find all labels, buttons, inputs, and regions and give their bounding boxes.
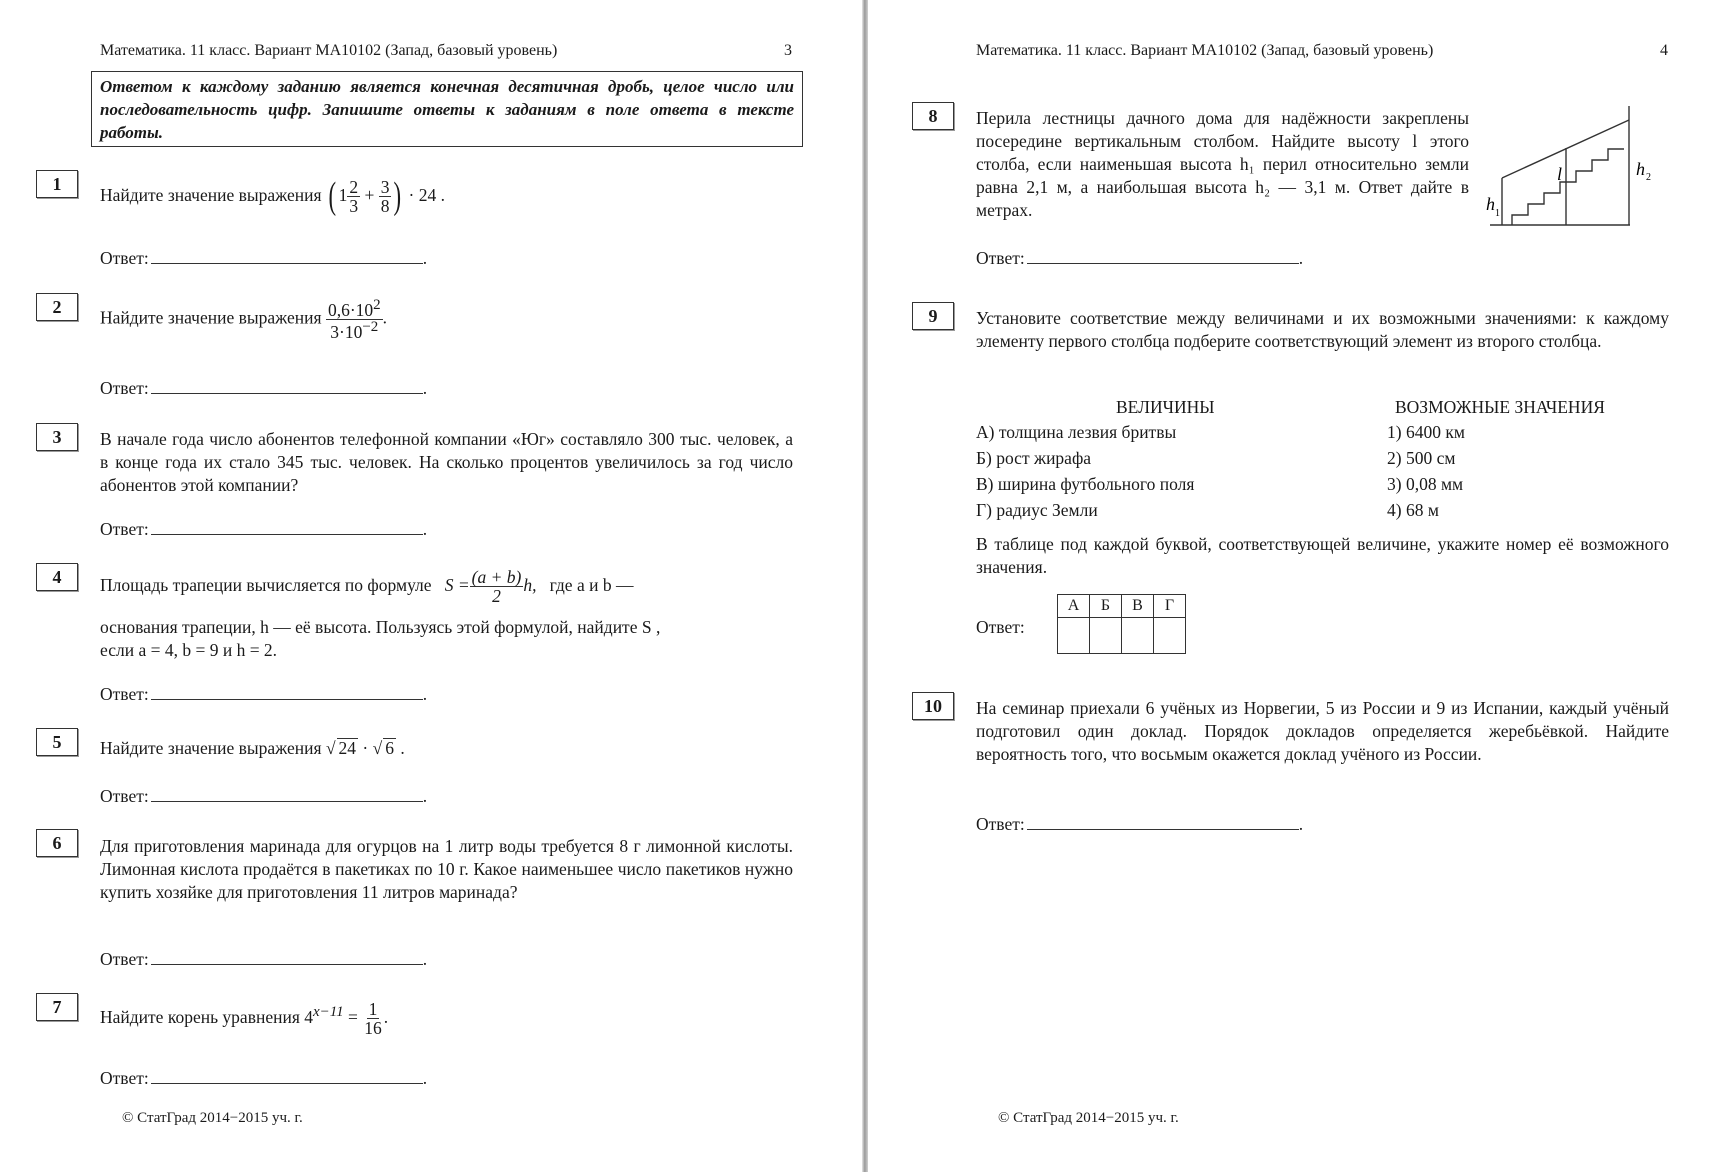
task-2-text: [100, 298, 387, 341]
exponent: 2: [373, 297, 381, 313]
answer-field[interactable]: Ответ: .: [100, 786, 428, 806]
answer-line[interactable]: [1027, 249, 1299, 264]
answer-line[interactable]: [151, 787, 423, 802]
task-number: 2: [36, 293, 78, 321]
task-5-prompt: Найдите значение выражения: [100, 738, 322, 758]
answer-line[interactable]: [151, 685, 423, 700]
stairs: [1512, 149, 1624, 225]
answer-grid: [1057, 594, 1186, 654]
answer-field[interactable]: Ответ: .: [100, 519, 428, 539]
task-number: 8: [912, 102, 954, 130]
answer-field[interactable]: Ответ: .: [100, 248, 428, 268]
radicand: 6: [385, 738, 394, 758]
plus-sign: +: [364, 184, 375, 205]
radicand: 24: [338, 738, 357, 758]
task-number: 1: [36, 170, 78, 198]
label-h1-sub: 1: [1495, 208, 1500, 219]
column-header-quantities: ВЕЛИЧИНЫ: [1116, 397, 1215, 417]
fraction-numerator: 1: [368, 999, 378, 1019]
left-page: [0, 0, 862, 1172]
task-8-text: Перила лестницы дачного дома для надёжности закреплены посередине вертикальным столбом. Найдите высоту l этого столба, если наименьшая высота h₁ перил относительно земли равна 2,1 м, а наибольшая высота h₂ — 3,1 м. Ответ дайте в метрах.: [976, 108, 1469, 220]
page-footer: © СтатГрад 2014−2015 уч. г.: [122, 1110, 303, 1126]
paren-open: (: [328, 175, 337, 218]
answer-label: Ответ:: [100, 378, 149, 398]
quantities-list: [976, 419, 1194, 523]
answer-label: Ответ:: [100, 1068, 149, 1088]
label-l: l: [1557, 164, 1563, 184]
task-number: 5: [36, 728, 78, 756]
answer-label: Ответ:: [100, 684, 149, 704]
page-number: 4: [1660, 42, 1668, 59]
grid-letter: Г: [1154, 595, 1186, 618]
answer-cell[interactable]: [1154, 618, 1186, 654]
task-6-text: Для приготовления маринада для огурцов на 1 литр воды требуется 8 г лимонной кислоты. Лимонная кислота продаётся в пакетиках по 10 г. Какое наименьшее число пакетиков нужно купить хозяйке для приготовления 11 литров маринада?: [100, 836, 793, 902]
answer-label: Ответ:: [100, 519, 149, 539]
task-9-table-note: В таблице под каждой буквой, соответствующей величине, укажите номер её возможного значения.: [976, 534, 1669, 577]
label-h2: h: [1636, 159, 1645, 179]
grid-letter: А: [1058, 595, 1090, 618]
answer-field[interactable]: Ответ: .: [976, 248, 1304, 268]
instruction-box: Ответом к каждому заданию является конечная десятичная дробь, целое число или последовательность цифр. Запишите ответы к заданиям в поле ответа в тексте работы.: [91, 71, 803, 147]
answer-label: Ответ:: [100, 786, 149, 806]
label-h1: h: [1486, 194, 1495, 214]
label-h2-sub: 2: [1646, 172, 1651, 183]
fraction-denominator: 8: [380, 196, 390, 217]
expr-tail: · 24 .: [408, 184, 445, 205]
answer-cell[interactable]: [1090, 618, 1122, 654]
fraction-denominator: 2: [492, 586, 501, 607]
task-3-text: В начале года число абонентов телефонной компании «Юг» составляло 300 тыс. человек, а в конце года их стало 345 тыс. человек. На сколько процентов увеличилось за год число абонентов этой компании?: [100, 429, 793, 495]
task-9-text: Установите соответствие между величинами и их возможными значениями: к каждому элементу первого столбца подберите соответствующий элемент из второго столбца.: [976, 308, 1669, 351]
task-1-prompt: Найдите значение выражения: [100, 184, 322, 205]
task-number: 7: [36, 993, 78, 1021]
answer-label: Ответ:: [976, 814, 1025, 834]
grid-letter: Б: [1090, 595, 1122, 618]
answer-line[interactable]: [151, 249, 423, 264]
grid-letter: В: [1122, 595, 1154, 618]
task-7-prompt: Найдите корень уравнения: [100, 1006, 300, 1027]
expr-tail: .: [382, 307, 388, 328]
answer-label: Ответ:: [976, 248, 1025, 268]
list-item: Г) радиус Земли: [976, 500, 1098, 520]
page-header: Математика. 11 класс. Вариант МА10102 (Запад, базовый уровень): [976, 42, 1434, 59]
formula-lhs: S =: [444, 574, 470, 595]
task-4-text-b: где a и b —: [549, 574, 634, 595]
answer-line[interactable]: [151, 950, 423, 965]
right-page: [868, 0, 1727, 1172]
answer-label: Ответ:: [100, 248, 149, 268]
column-header-values: ВОЗМОЖНЫЕ ЗНАЧЕНИЯ: [1395, 397, 1605, 417]
exponent: x−11: [313, 1004, 344, 1021]
list-item: 4) 68 м: [1387, 500, 1439, 520]
page-footer: © СтатГрад 2014−2015 уч. г.: [998, 1110, 1179, 1126]
paren-close: ): [394, 175, 402, 218]
list-item: 1) 6400 км: [1387, 422, 1465, 442]
mixed-whole: 1: [338, 184, 348, 205]
task-5-text: Найдите значение выражения √ 24 · √ 6 .: [100, 738, 405, 758]
fraction-denominator: 16: [364, 1018, 382, 1039]
page-header: Математика. 11 класс. Вариант МА10102 (Запад, базовый уровень): [100, 42, 558, 59]
task-4-line-2: основания трапеции, h — её высота. Пользуясь этой формулой, найдите S ,: [100, 617, 661, 637]
fraction-numerator: 2: [349, 177, 359, 197]
power-base: 4: [304, 1006, 313, 1027]
answer-cell[interactable]: [1122, 618, 1154, 654]
expr-tail: .: [383, 1006, 389, 1027]
dot-operator: ·: [362, 738, 369, 758]
answer-field[interactable]: Ответ: .: [100, 1068, 428, 1088]
page-number: 3: [784, 42, 792, 59]
list-item: 2) 500 см: [1387, 448, 1456, 468]
list-item: Б) рост жирафа: [976, 448, 1092, 468]
fraction-denominator: 3: [349, 196, 359, 217]
answer-label: Ответ:: [976, 617, 1025, 637]
fraction-numerator: 0,6·10: [327, 299, 374, 320]
values-list: [1387, 419, 1465, 523]
answer-line[interactable]: [151, 1069, 423, 1084]
expr-tail: .: [400, 738, 405, 758]
list-item: А) толщина лезвия бритвы: [976, 422, 1177, 442]
answer-line[interactable]: [151, 520, 423, 535]
answer-field[interactable]: Ответ: .: [100, 949, 428, 969]
fraction-numerator: (a + b): [471, 567, 522, 587]
task-number: 3: [36, 423, 78, 451]
task-number: 4: [36, 563, 78, 591]
equals-sign: =: [348, 1006, 358, 1027]
list-item: В) ширина футбольного поля: [976, 474, 1195, 494]
task-1-text: [100, 175, 445, 218]
list-item: 3) 0,08 мм: [1387, 474, 1464, 494]
fraction-denominator: 3·10: [330, 322, 363, 343]
exponent: −2: [362, 319, 379, 336]
task-number: 10: [912, 692, 954, 720]
answer-label-9: [976, 617, 1025, 638]
task-7-text: [100, 1000, 388, 1038]
answer-line[interactable]: [1027, 815, 1299, 830]
answer-label: Ответ:: [100, 949, 149, 969]
task-4-line-1: [100, 568, 793, 606]
answer-field[interactable]: Ответ: .: [100, 684, 428, 704]
task-4-prompt: Площадь трапеции вычисляется по формуле: [100, 574, 432, 595]
task-number: 6: [36, 829, 78, 857]
stairs-railing-figure: [1485, 100, 1675, 232]
task-10-text: На семинар приехали 6 учёных из Норвегии, 5 из России и 9 из Испании, каждый учёный подготовил один доклад. Порядок докладов определяется жеребьёвкой. Найдите вероятность того, что восьмым окажется доклад учёного из России.: [976, 698, 1669, 764]
fraction-numerator: 3: [380, 177, 390, 197]
answer-field[interactable]: Ответ: .: [100, 378, 428, 398]
answer-field[interactable]: Ответ: .: [976, 814, 1304, 834]
formula-tail: h,: [523, 574, 537, 595]
answer-line[interactable]: [151, 379, 423, 394]
task-2-prompt: Найдите значение выражения: [100, 307, 322, 328]
answer-cell[interactable]: [1058, 618, 1090, 654]
task-4-line-3: если a = 4, b = 9 и h = 2.: [100, 640, 278, 660]
task-number: 9: [912, 302, 954, 330]
